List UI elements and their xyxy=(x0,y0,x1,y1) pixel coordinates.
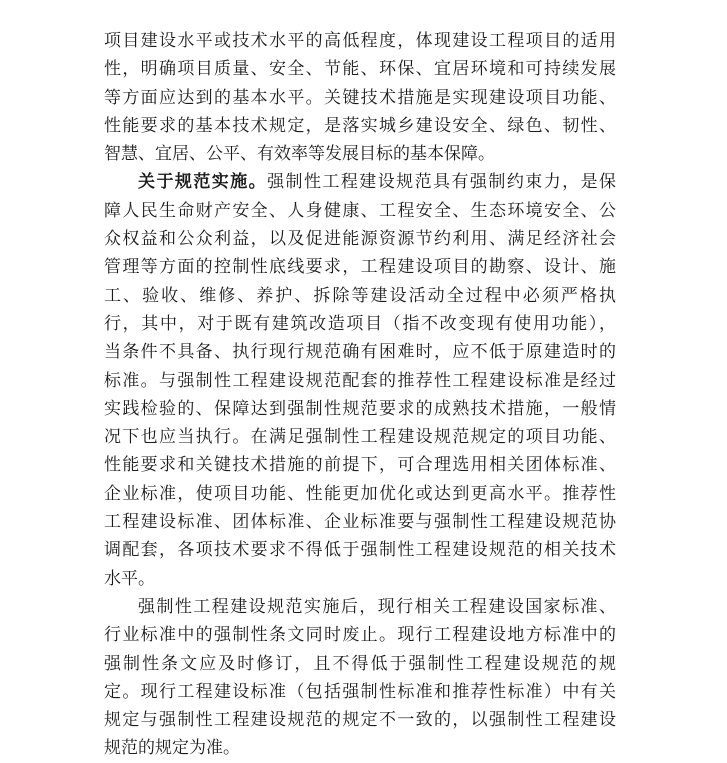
text-line: 管理等方面的控制性底线要求，工程建设项目的勘察、设计、施 xyxy=(104,257,616,278)
text-line: 企业标准，使项目功能、性能更加优化或达到更高水平。推荐性 xyxy=(104,483,616,504)
text-line: 工程建设标准、团体标准、企业标准要与强制性工程建设规范协 xyxy=(104,512,616,533)
text-line: 况下也应当执行。在满足强制性工程建设规范规定的项目功能、 xyxy=(104,427,616,448)
text-line xyxy=(104,168,616,196)
text-line: 工、验收、维修、养护、拆除等建设活动全过程中必须严格执 xyxy=(104,285,616,306)
text-line: 障人民生命财产安全、人身健康、工程安全、生态环境安全、公 xyxy=(104,200,616,221)
paragraph-technical-measures xyxy=(104,27,616,168)
text-line: 行业标准中的强制性条文同时废止。现行工程建设地方标准中的 xyxy=(104,625,616,646)
paragraph-repeal xyxy=(104,593,616,763)
text-line: 等方面应达到的基本水平。关键技术措施是实现建设项目功能、 xyxy=(104,87,616,108)
text-line: 项目建设水平或技术水平的高低程度，体现建设工程项目的适用 xyxy=(104,31,616,51)
text-line: 规定与强制性工程建设规范的规定不一致的，以强制性工程建设 xyxy=(104,710,616,731)
text-line: 定。现行工程建设标准（包括强制性标准和推荐性标准）中有关 xyxy=(104,681,616,702)
text-line: 性能要求和关键技术措施的前提下，可合理选用相关团体标准、 xyxy=(104,455,616,476)
text-line: 强制性条文应及时修订，且不得低于强制性工程建设规范的规 xyxy=(104,653,616,674)
text-line: 性，明确项目质量、安全、节能、环保、宜居环境和可持续发展 xyxy=(104,59,616,80)
text-line: 强制性工程建设规范实施后，现行相关工程建设国家标准、 xyxy=(138,596,616,617)
paragraph-implementation xyxy=(104,168,616,592)
text-line: 当条件不具备、执行现行规范确有困难时，应不低于原建造时的 xyxy=(104,342,616,363)
section-heading: 关于规范实施。 xyxy=(138,172,268,193)
text-span: 强制性工程建设规范具有强制约束力，是保 xyxy=(267,172,616,193)
text-line: 行，其中，对于既有建筑改造项目（指不改变现有使用功能）， xyxy=(104,313,616,334)
text-line: 标准。与强制性工程建设规范配套的推荐性工程建设标准是经过 xyxy=(104,370,616,391)
text-line: 调配套，各项技术要求不得低于强制性工程建设规范的相关技术 xyxy=(104,540,616,561)
document-page xyxy=(104,27,616,763)
text-line: 规范的规定为准。 xyxy=(104,738,240,759)
text-line: 实践检验的、保障达到强制性规范要求的成熟技术措施，一般情 xyxy=(104,398,616,419)
text-line: 水平。 xyxy=(104,568,155,589)
text-line: 性能要求的基本技术规定，是落实城乡建设安全、绿色、韧性、 xyxy=(104,115,616,136)
text-line: 智慧、宜居、公平、有效率等发展目标的基本保障。 xyxy=(104,144,495,165)
text-line: 众权益和公众利益，以及促进能源资源节约利用、满足经济社会 xyxy=(104,229,616,250)
